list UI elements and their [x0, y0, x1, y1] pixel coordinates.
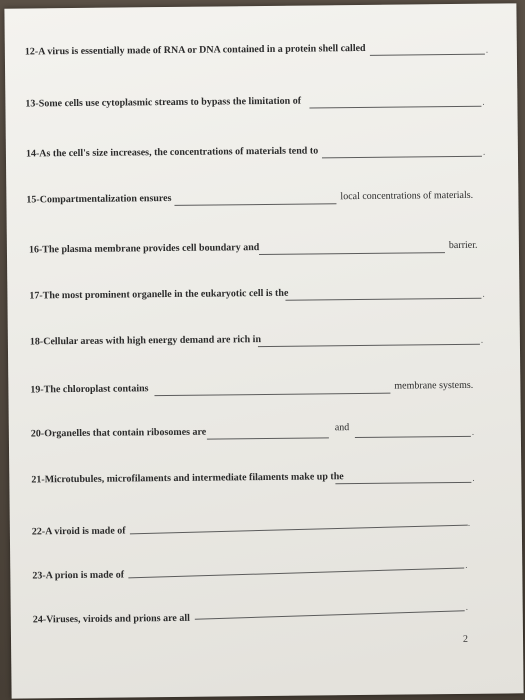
- question-17: 17-The most prominent organelle in the eukaryotic cell is the: [29, 287, 289, 302]
- answer-blank-18[interactable]: [258, 344, 480, 347]
- answer-blank-20b[interactable]: [355, 436, 471, 438]
- worksheet-page: 12-A virus is essentially made of RNA or DNA contained in a protein shell called . 13-Some cells use cytoplasmic streams to bypass the limitation of . 14-As the cell's size increases, the concentrations of materials tend to . 15-Compartmentalization ensures local concentrations of materials. 16-The plasma membrane provides cell boundary and barrier. 17-The most prominent organelle in the eukaryotic cell is the . 18-Cellular areas with high energy demand are rich in . 19-The chloroplast contains membrane systems. 20-Organelles that contain ribosomes are and . 21-Microtubules, microfilaments and intermediate filaments make up the . 22-A viroid is made of . 23-A prion is made of . 24-Viruses, viroids and prions are all . 2: [4, 3, 523, 698]
- question-20: 20-Organelles that contain ribosomes are: [30, 426, 207, 440]
- answer-blank-12[interactable]: [370, 54, 485, 56]
- question-15-suffix: local concentrations of materials.: [340, 189, 474, 203]
- question-18: 18-Cellular areas with high energy demand are rich in: [29, 334, 262, 348]
- question-16-suffix: barrier.: [448, 239, 478, 252]
- answer-blank-22[interactable]: [130, 525, 468, 535]
- question-20-and: and: [334, 422, 350, 434]
- answer-blank-17[interactable]: [285, 298, 481, 301]
- question-16: 16-The plasma membrane provides cell boundary and: [28, 242, 260, 256]
- answer-blank-23[interactable]: [128, 567, 464, 578]
- question-22: 22-A viroid is made of: [31, 525, 126, 538]
- answer-blank-19[interactable]: [154, 393, 390, 396]
- question-12: 12-A virus is essentially made of RNA or DNA contained in a protein shell called: [24, 42, 366, 58]
- question-15: 15-Compartmentalization ensures: [26, 192, 172, 206]
- question-24: 24-Viruses, viroids and prions are all: [32, 612, 190, 626]
- page-number: 2: [462, 633, 469, 645]
- question-13: 13-Some cells use cytoplasmic streams to bypass the limitation of: [25, 95, 302, 110]
- answer-blank-15[interactable]: [174, 203, 336, 206]
- answer-blank-16[interactable]: [259, 252, 445, 255]
- question-23: 23-A prion is made of: [32, 569, 125, 582]
- question-19-suffix: membrane systems.: [394, 379, 474, 392]
- answer-blank-21[interactable]: [335, 482, 471, 484]
- answer-blank-14[interactable]: [322, 156, 482, 159]
- answer-blank-13[interactable]: [309, 106, 481, 109]
- question-21: 21-Microtubules, microfilaments and intermediate filaments make up the: [31, 471, 344, 486]
- question-19: 19-The chloroplast contains: [30, 383, 149, 396]
- question-14: 14-As the cell's size increases, the concentrations of materials tend to: [25, 145, 319, 160]
- answer-blank-20a[interactable]: [207, 437, 329, 439]
- answer-blank-24[interactable]: [195, 610, 465, 619]
